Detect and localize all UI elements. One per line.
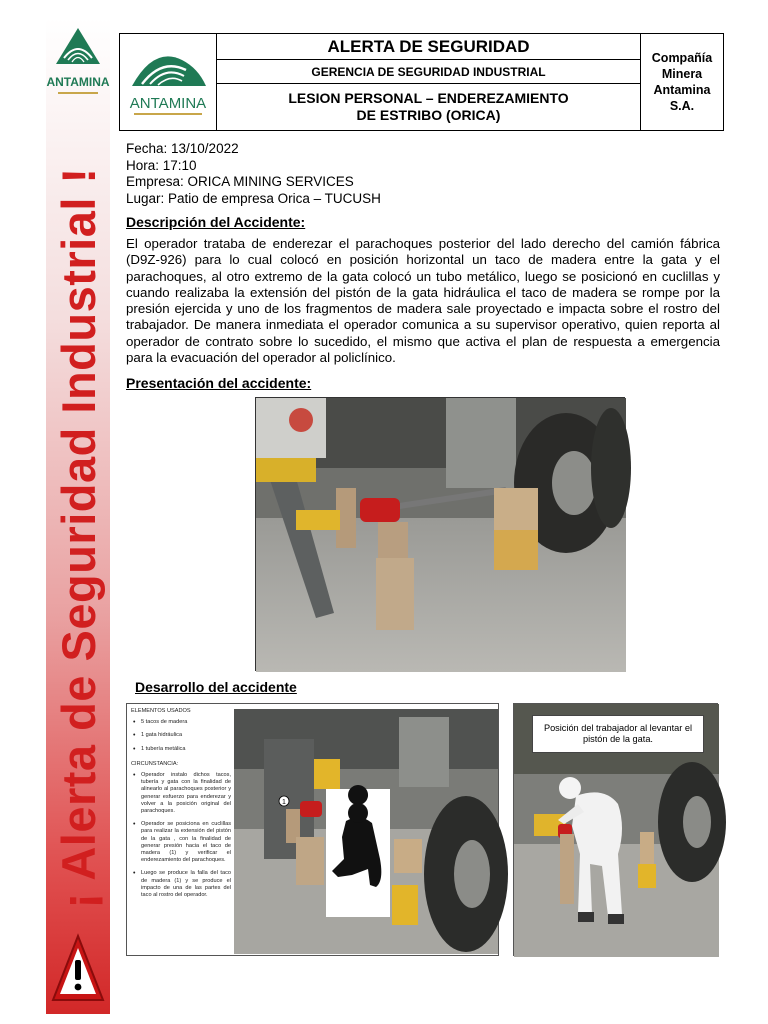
antamina-logo-icon xyxy=(120,34,216,130)
development-notes xyxy=(131,708,231,905)
list-item: • 1 gata hidráulica xyxy=(131,732,231,739)
elements-list xyxy=(131,719,231,753)
warning-triangle-icon xyxy=(50,930,106,1006)
elements-title: ELEMENTOS USADOS xyxy=(131,708,191,714)
list-item: • 1 tubería metálica xyxy=(131,746,231,753)
incident-date: Fecha: 13/10/2022 xyxy=(126,141,239,156)
alert-subject xyxy=(217,84,640,130)
company-line: Compañía xyxy=(651,51,713,65)
side-banner xyxy=(46,18,110,1014)
incident-location: Lugar: Patio de empresa Orica – TUCUSH xyxy=(126,190,381,206)
list-item: • Operador instalo dichos tacos, tubería y gata con la finalidad de alinearlo al parachoques posterior y generar esfuerzo para enderezar y volver a la posición original del parachoques. xyxy=(131,772,231,815)
accident-scene-image xyxy=(256,398,626,672)
list-item: • Luego se produce la falla del taco de madera (1) y se produce el impacto de una de las partes del taco al rostro del operador. xyxy=(131,870,231,899)
side-logo-text: ANTAMINA xyxy=(46,75,110,89)
incident-company: Empresa: ORICA MINING SERVICES xyxy=(126,174,354,189)
company-line: S.A. xyxy=(669,99,695,113)
list-item: • 5 tacos de madera xyxy=(131,719,231,726)
reconstruction-photo xyxy=(234,709,498,954)
incident-info xyxy=(126,141,381,207)
alert-subject-line2: DE ESTRIBO (ORICA) xyxy=(356,107,501,123)
circumstance-list xyxy=(131,772,231,899)
description-heading: Descripción del Accidente: xyxy=(126,214,306,230)
company-name xyxy=(641,34,723,130)
header-logo xyxy=(120,34,217,130)
alert-subject-line1: LESION PERSONAL – ENDEREZAMIENTO xyxy=(288,90,569,106)
description-text: El operador trataba de enderezar el parachoques posterior del lado derecho del camión fábrica (D9Z-926) para lo cual colocó en posición horizontal un taco de madera entre la gata y el parachoques, al otro extremo de la gata colocó un tubo metálico, luego se posicionó en cuclillas y cuando realizaba la extensión del pistón de la gata hidráulica el taco de madera se rompe por la presión ejercida y uno de los fragmentos de madera sale proyectado e impacta sobre el rostro del trabajador. De manera inmediata el operador comunica a su supervisor operativo, quien reporta al operador de contrato sobre lo sucedido, el mismo que activa el plan de respuesta a emergencia para la evacuación del operador al policlínico. xyxy=(126,236,720,366)
banner-text: ¡ Alerta de Seguridad Industrial ! xyxy=(51,167,105,909)
worker-position-photo xyxy=(513,703,718,956)
reconstruction-image xyxy=(234,709,498,954)
company-line: Antamina xyxy=(653,83,711,97)
marker-label: 1 xyxy=(282,799,286,806)
development-heading: Desarrollo del accidente xyxy=(135,679,297,695)
department-name: GERENCIA DE SEGURIDAD INDUSTRIAL xyxy=(217,60,640,84)
incident-time: Hora: 17:10 xyxy=(126,157,197,173)
header-logo-text: ANTAMINA xyxy=(129,95,207,112)
document-header xyxy=(119,33,724,131)
circumstance-title: CIRCUNSTANCIA: xyxy=(131,760,179,767)
list-item: • Operador se posiciona en cuclillas para realizar la extensión del pistón de la gata , con la finalidad de generar presión hacia el taco de madera (1) y verificar el enderezamiento del parachoques. xyxy=(131,821,231,864)
company-line: Minera xyxy=(661,67,703,81)
presentation-heading: Presentación del accidente: xyxy=(126,375,312,391)
antamina-logo-icon xyxy=(46,22,110,112)
photo-caption: Posición del trabajador al levantar el pistón de la gata. xyxy=(532,715,704,753)
accident-photo xyxy=(255,397,625,671)
alert-title: ALERTA DE SEGURIDAD xyxy=(217,34,640,60)
development-figure xyxy=(126,703,499,956)
